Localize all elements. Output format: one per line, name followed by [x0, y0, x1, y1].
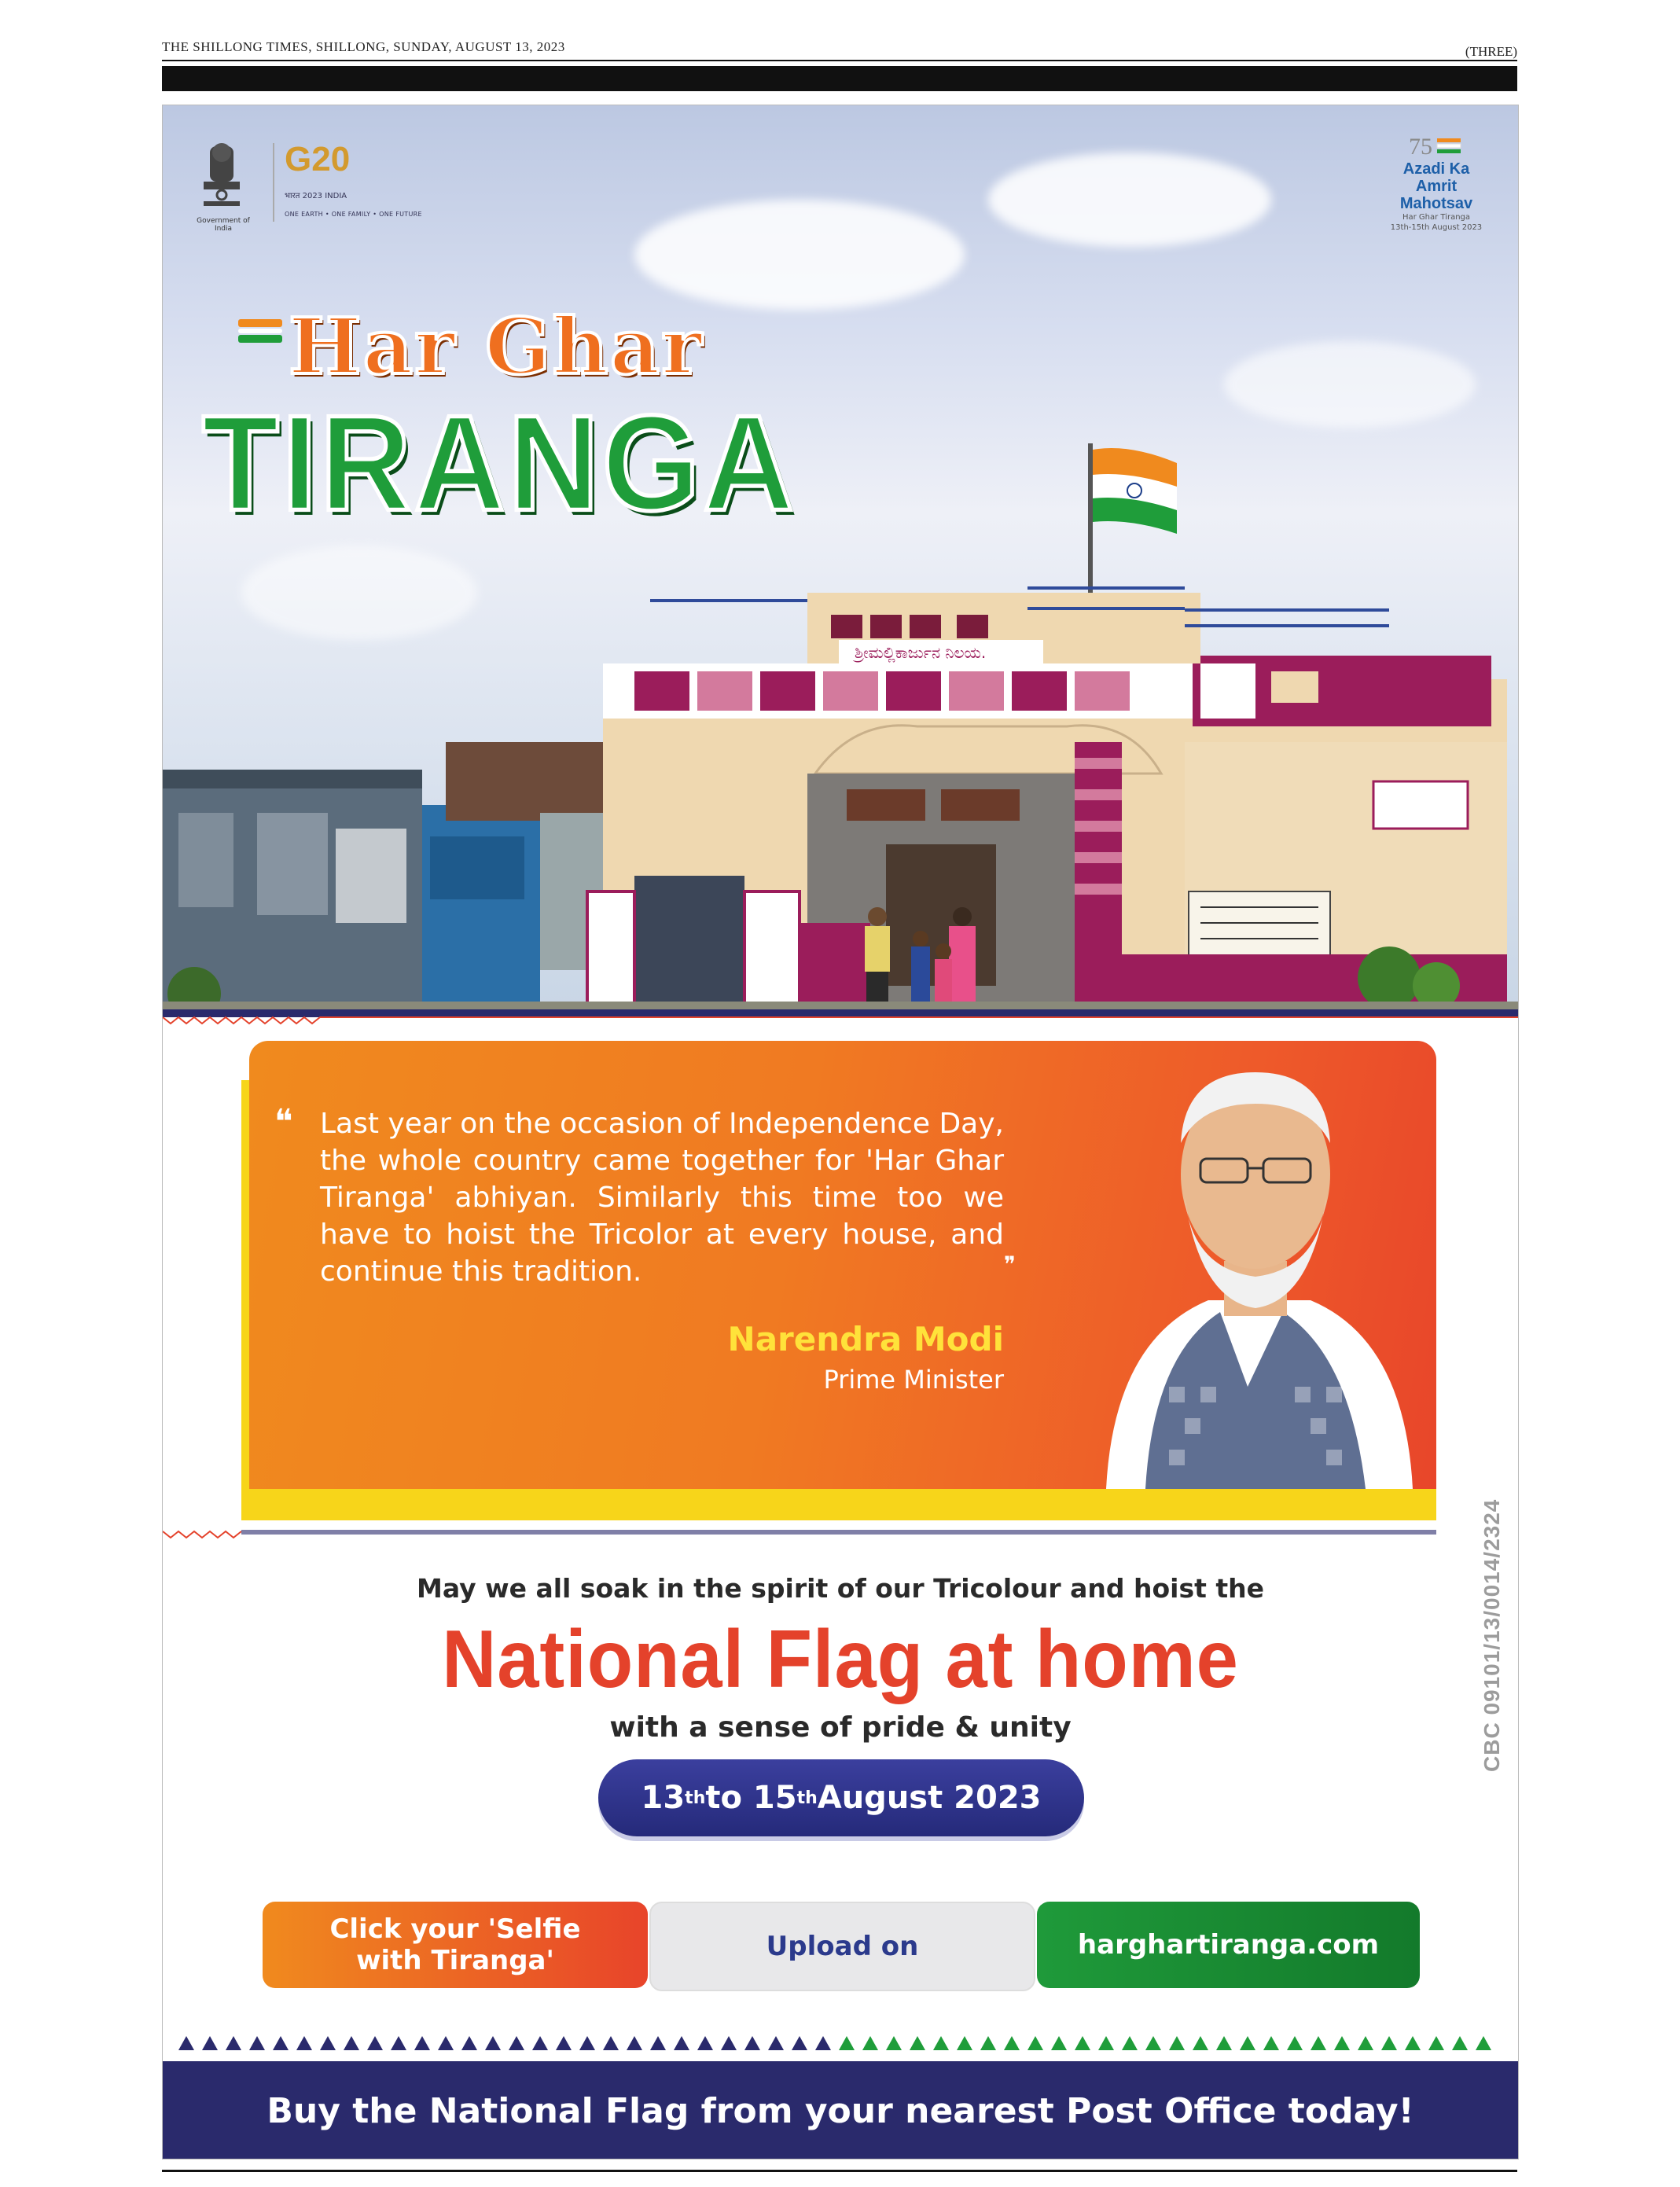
quote-open-icon: ❝: [274, 1102, 293, 1142]
quote-close-icon: ❞: [1004, 1252, 1016, 1277]
title-tiranga: TIRANGA: [202, 386, 797, 539]
akam-line2: Amrit Mahotsav: [1399, 178, 1473, 212]
akam-line4: 13th-15th August 2023: [1390, 223, 1483, 232]
prime-minister-portrait: [1090, 1041, 1421, 1489]
svg-text:75: 75: [1409, 134, 1432, 157]
national-emblem-icon: [194, 138, 249, 217]
date-mid: to 15: [705, 1780, 797, 1816]
quote-section: [163, 1009, 1518, 1544]
cloud: [634, 200, 965, 310]
cloud: [988, 153, 1271, 247]
amrit-75-icon: [1409, 134, 1464, 157]
quote-text: Last year on the occasion of Independence Day, the whole country came together for 'Har Ghar Tiranga' abhiyan. Similarly this time too we have to hoist the Tricolor at every house, and continue this tradition.: [320, 1108, 1004, 1288]
masthead-text: THE SHILLONG TIMES, SHILLONG, SUNDAY, AUGUST 13, 2023: [162, 39, 565, 54]
ornament-border-top: [163, 1009, 1518, 1025]
emblem-caption: Government of India: [197, 217, 250, 233]
website-link-label[interactable]: harghartiranga.com: [1077, 1929, 1380, 1961]
footer-text: Buy the National Flag from your nearest Post Office today!: [267, 2091, 1414, 2131]
date-start: 13: [641, 1780, 686, 1816]
header-rule-thick: [162, 66, 1517, 91]
hero-photo: [163, 105, 1518, 1009]
g20-motto: ONE EARTH • ONE FAMILY • ONE FUTURE: [285, 211, 422, 218]
azadi-ka-amrit-mahotsav-logo: [1377, 134, 1495, 232]
date-range-badge: [598, 1759, 1084, 1836]
quote-role: Prime Minister: [823, 1365, 1004, 1395]
tricolour-mark-icon: [238, 318, 285, 344]
footer-rule: [162, 2170, 1517, 2172]
newspaper-masthead: [162, 39, 1517, 60]
akam-line1: Azadi Ka: [1402, 160, 1470, 178]
quote-author: Narendra Modi: [727, 1320, 1004, 1358]
g20-logo: G20: [285, 140, 351, 178]
date-end-suffix: th: [796, 1788, 818, 1808]
logo-divider: [273, 143, 274, 222]
page-label: (THREE): [1465, 44, 1517, 59]
title-har-ghar: Har Ghar: [289, 302, 704, 392]
headline: National Flag at home: [442, 1614, 1239, 1705]
government-logos: [194, 138, 446, 233]
upload-step-label: Upload on: [766, 1931, 919, 1962]
subline: with a sense of pride & unity: [609, 1711, 1072, 1744]
quote-panel: [249, 1041, 1436, 1489]
date-rest: August 2023: [817, 1780, 1042, 1816]
tagline: May we all soak in the spirit of our Tricolour and hoist the: [417, 1573, 1264, 1604]
svg-text:ಶ್ರೀಮಲ್ಲಿಕಾರ್ಜುನ ನಿಲಯ.: ಶ್ರೀಮಲ್ಲಿಕಾರ್ಜುನ ನಿಲಯ.: [855, 643, 987, 662]
selfie-step-label: Click your 'Selfie with Tiranga': [329, 1913, 581, 1976]
g20-subtitle: भारत 2023 INDIA: [285, 192, 347, 200]
cbc-code: CBC 09101/13/0014/2324: [1480, 1498, 1504, 1772]
akam-line3: Har Ghar Tiranga: [1402, 213, 1471, 222]
date-start-suffix: th: [685, 1788, 706, 1808]
advertisement: [162, 105, 1519, 2159]
header-rule-thin: [162, 60, 1517, 61]
ornament-border-bottom: [163, 1528, 1518, 1544]
house-illustration: [163, 404, 1518, 1009]
footer: [163, 1973, 1518, 2159]
